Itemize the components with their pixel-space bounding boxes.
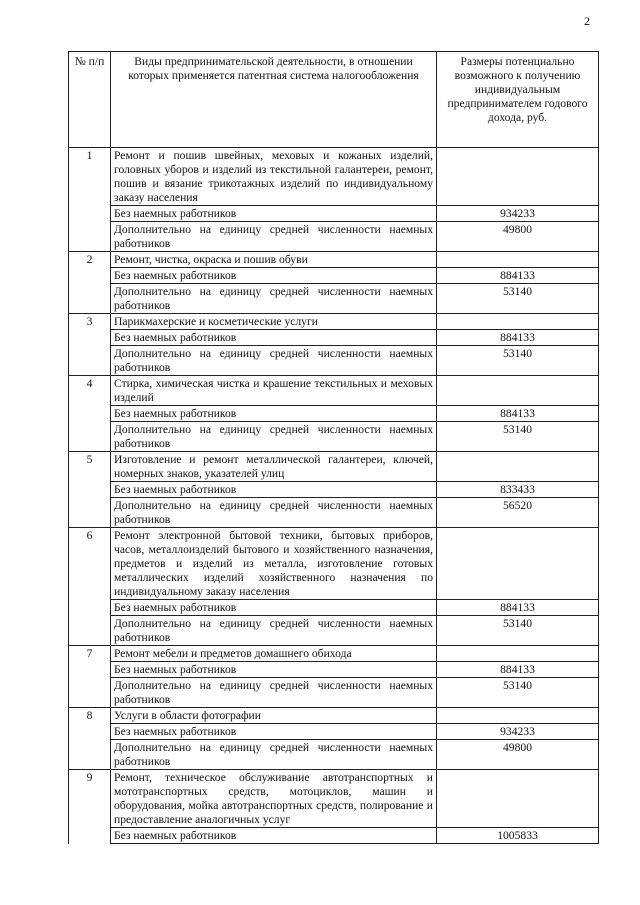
table-row-subitem (69, 206, 599, 222)
row-number (69, 330, 111, 346)
row-number (69, 346, 111, 376)
row-number (69, 678, 111, 708)
income-value (437, 708, 599, 724)
table-row-subitem (69, 284, 599, 314)
income-value: 53140 (437, 678, 599, 708)
row-number: 4 (69, 376, 111, 406)
row-number: 5 (69, 452, 111, 482)
row-number (69, 498, 111, 528)
activity-description: Без наемных работников (111, 330, 437, 346)
table-row-category (69, 770, 599, 828)
table-row-category (69, 314, 599, 330)
activity-description: Без наемных работников (111, 828, 437, 844)
table-row-subitem (69, 828, 599, 844)
row-number (69, 222, 111, 252)
activity-description: Ремонт электронной бытовой техники, бытовых приборов, часов, металлоизделий бытового и хозяйственного назначения, предметов и изделий из металла, изготовление готовых металлических изделий хозяйственного назначения по индивидуальному заказу населения (111, 528, 437, 600)
row-number (69, 662, 111, 678)
activity-description: Без наемных работников (111, 268, 437, 284)
table-row-category (69, 708, 599, 724)
activity-description: Без наемных работников (111, 662, 437, 678)
activity-description: Изготовление и ремонт металлической галантереи, ключей, номерных знаков, указателей улиц (111, 452, 437, 482)
table-body (69, 148, 599, 844)
row-number (69, 724, 111, 740)
table-row-subitem (69, 482, 599, 498)
income-value (437, 148, 599, 206)
row-number (69, 616, 111, 646)
income-value (437, 452, 599, 482)
income-value: 884133 (437, 662, 599, 678)
patent-income-table (68, 51, 599, 844)
income-value: 833433 (437, 482, 599, 498)
table-row-subitem (69, 616, 599, 646)
table-row-category (69, 528, 599, 600)
row-number: 3 (69, 314, 111, 330)
table-row-subitem (69, 662, 599, 678)
activity-description: Ремонт и пошив швейных, меховых и кожаных изделий, головных уборов и изделий из текстильной галантереи, ремонт, пошив и вязание трикотажных изделий по индивидуальному заказу населения (111, 148, 437, 206)
table-row-category (69, 376, 599, 406)
activity-description: Без наемных работников (111, 406, 437, 422)
table-row-subitem (69, 498, 599, 528)
income-value: 884133 (437, 268, 599, 284)
activity-description: Дополнительно на единицу средней численности наемных работников (111, 422, 437, 452)
table-row-subitem (69, 678, 599, 708)
row-number (69, 268, 111, 284)
activity-description: Ремонт мебели и предметов домашнего обихода (111, 646, 437, 662)
table-row-subitem (69, 406, 599, 422)
income-value (437, 252, 599, 268)
row-number (69, 828, 111, 844)
activity-description: Услуги в области фотографии (111, 708, 437, 724)
row-number (69, 284, 111, 314)
header-income: Размеры потенциально возможного к получению индивидуальным предпринимателем годового дохода, руб. (437, 52, 599, 148)
income-value: 53140 (437, 346, 599, 376)
activity-description: Парикмахерские и косметические услуги (111, 314, 437, 330)
income-value: 56520 (437, 498, 599, 528)
activity-description: Дополнительно на единицу средней численности наемных работников (111, 284, 437, 314)
table-row-subitem (69, 222, 599, 252)
table-row-subitem (69, 600, 599, 616)
table-row-category (69, 452, 599, 482)
activity-description: Без наемных работников (111, 600, 437, 616)
table-row-category (69, 252, 599, 268)
activity-description: Ремонт, чистка, окраска и пошив обуви (111, 252, 437, 268)
activity-description: Ремонт, техническое обслуживание автотранспортных и мототранспортных средств, мотоциклов, машин и оборудования, мойка автотранспортных средств, полирование и предоставление аналогичных услуг (111, 770, 437, 828)
income-value (437, 770, 599, 828)
header-number: № п/п (69, 52, 111, 148)
row-number: 6 (69, 528, 111, 600)
income-value: 53140 (437, 616, 599, 646)
income-value: 934233 (437, 206, 599, 222)
income-value: 49800 (437, 740, 599, 770)
activity-description: Без наемных работников (111, 482, 437, 498)
table-row-subitem (69, 740, 599, 770)
income-value: 884133 (437, 406, 599, 422)
income-value: 49800 (437, 222, 599, 252)
income-value: 934233 (437, 724, 599, 740)
income-value (437, 528, 599, 600)
income-value (437, 314, 599, 330)
row-number (69, 422, 111, 452)
activity-description: Дополнительно на единицу средней численности наемных работников (111, 678, 437, 708)
table-row-category (69, 646, 599, 662)
header-activity: Виды предпринимательской деятельности, в отношении которых применяется патентная система налогообложения (111, 52, 437, 148)
activity-description: Без наемных работников (111, 206, 437, 222)
row-number (69, 482, 111, 498)
income-value (437, 376, 599, 406)
row-number: 9 (69, 770, 111, 828)
income-value: 53140 (437, 284, 599, 314)
income-value: 53140 (437, 422, 599, 452)
income-value: 1005833 (437, 828, 599, 844)
row-number: 1 (69, 148, 111, 206)
table-row-subitem (69, 268, 599, 284)
row-number (69, 600, 111, 616)
activity-description: Без наемных работников (111, 724, 437, 740)
table-row-subitem (69, 724, 599, 740)
activity-description: Стирка, химическая чистка и крашение текстильных и меховых изделий (111, 376, 437, 406)
activity-description: Дополнительно на единицу средней численности наемных работников (111, 498, 437, 528)
table-row-category (69, 148, 599, 206)
activity-description: Дополнительно на единицу средней численности наемных работников (111, 222, 437, 252)
activity-description: Дополнительно на единицу средней численности наемных работников (111, 740, 437, 770)
table-header-row (69, 52, 599, 148)
row-number (69, 740, 111, 770)
income-value: 884133 (437, 600, 599, 616)
table-row-subitem (69, 346, 599, 376)
income-value (437, 646, 599, 662)
row-number (69, 406, 111, 422)
page-number: 2 (584, 14, 590, 28)
row-number (69, 206, 111, 222)
activity-description: Дополнительно на единицу средней численности наемных работников (111, 346, 437, 376)
row-number: 2 (69, 252, 111, 268)
row-number: 8 (69, 708, 111, 724)
activity-description: Дополнительно на единицу средней численности наемных работников (111, 616, 437, 646)
table-row-subitem (69, 422, 599, 452)
table-row-subitem (69, 330, 599, 346)
income-value: 884133 (437, 330, 599, 346)
row-number: 7 (69, 646, 111, 662)
